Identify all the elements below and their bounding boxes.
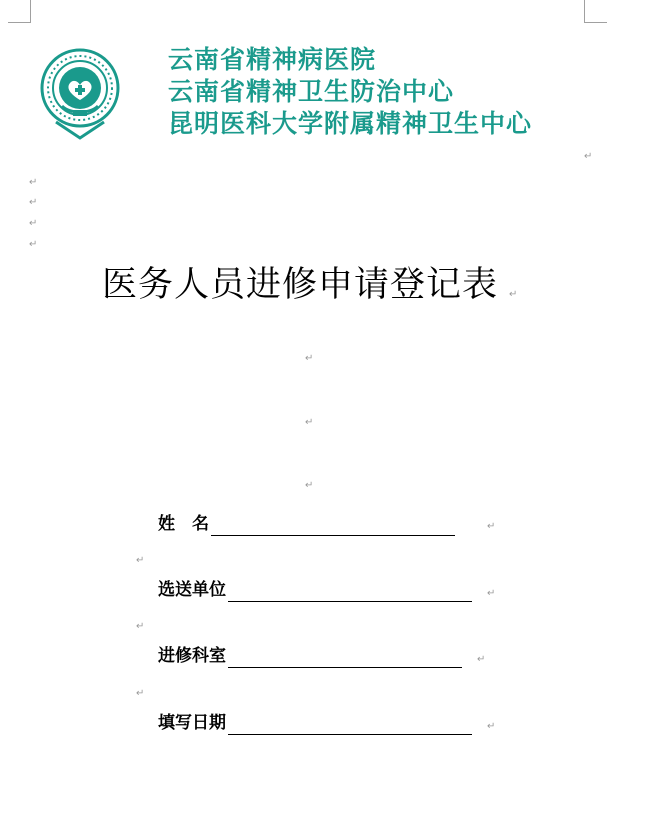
paragraph-mark-icon: ↵ bbox=[29, 197, 38, 208]
hospital-name: 云南省精神卫生防治中心 bbox=[168, 77, 455, 106]
form-field-date bbox=[158, 709, 472, 735]
paragraph-mark-icon: ↵ bbox=[509, 289, 518, 300]
paragraph-mark-icon: ↵ bbox=[584, 151, 593, 162]
crop-mark-top-left bbox=[8, 0, 31, 23]
crop-mark-top-right bbox=[584, 0, 607, 23]
paragraph-mark-icon: ↵ bbox=[305, 353, 314, 364]
field-label: 选送单位 bbox=[158, 580, 226, 600]
hospital-names bbox=[168, 44, 532, 140]
paragraph-mark-icon: ↵ bbox=[487, 721, 496, 732]
paragraph-mark-icon: ↵ bbox=[305, 480, 314, 491]
paragraph-mark-icon: ↵ bbox=[29, 239, 38, 250]
paragraph-mark-icon: ↵ bbox=[477, 654, 486, 665]
paragraph-mark-icon: ↵ bbox=[136, 688, 145, 699]
paragraph-mark-icon: ↵ bbox=[29, 218, 38, 229]
form-field-department bbox=[158, 642, 462, 668]
paragraph-mark-icon: ↵ bbox=[305, 417, 314, 428]
hospital-name: 云南省精神病医院 bbox=[168, 45, 377, 74]
department-input[interactable] bbox=[228, 647, 462, 668]
paragraph-mark-icon: ↵ bbox=[487, 521, 496, 532]
paragraph-mark-icon: ↵ bbox=[136, 621, 145, 632]
form-field-name bbox=[158, 510, 455, 536]
name-input[interactable] bbox=[211, 515, 455, 536]
field-label: 进修科室 bbox=[158, 646, 226, 666]
field-label: 姓 名 bbox=[158, 514, 209, 534]
unit-input[interactable] bbox=[228, 581, 472, 602]
paragraph-mark-icon: ↵ bbox=[136, 555, 145, 566]
field-label: 填写日期 bbox=[158, 713, 226, 733]
date-input[interactable] bbox=[228, 714, 472, 735]
document-title: 医务人员进修申请登记表 bbox=[102, 265, 499, 305]
hospital-name: 昆明医科大学附属精神卫生中心 bbox=[168, 109, 533, 138]
paragraph-mark-icon: ↵ bbox=[487, 588, 496, 599]
hospital-emblem-icon bbox=[40, 48, 120, 145]
form-field-unit bbox=[158, 576, 472, 602]
paragraph-mark-icon: ↵ bbox=[29, 177, 38, 188]
